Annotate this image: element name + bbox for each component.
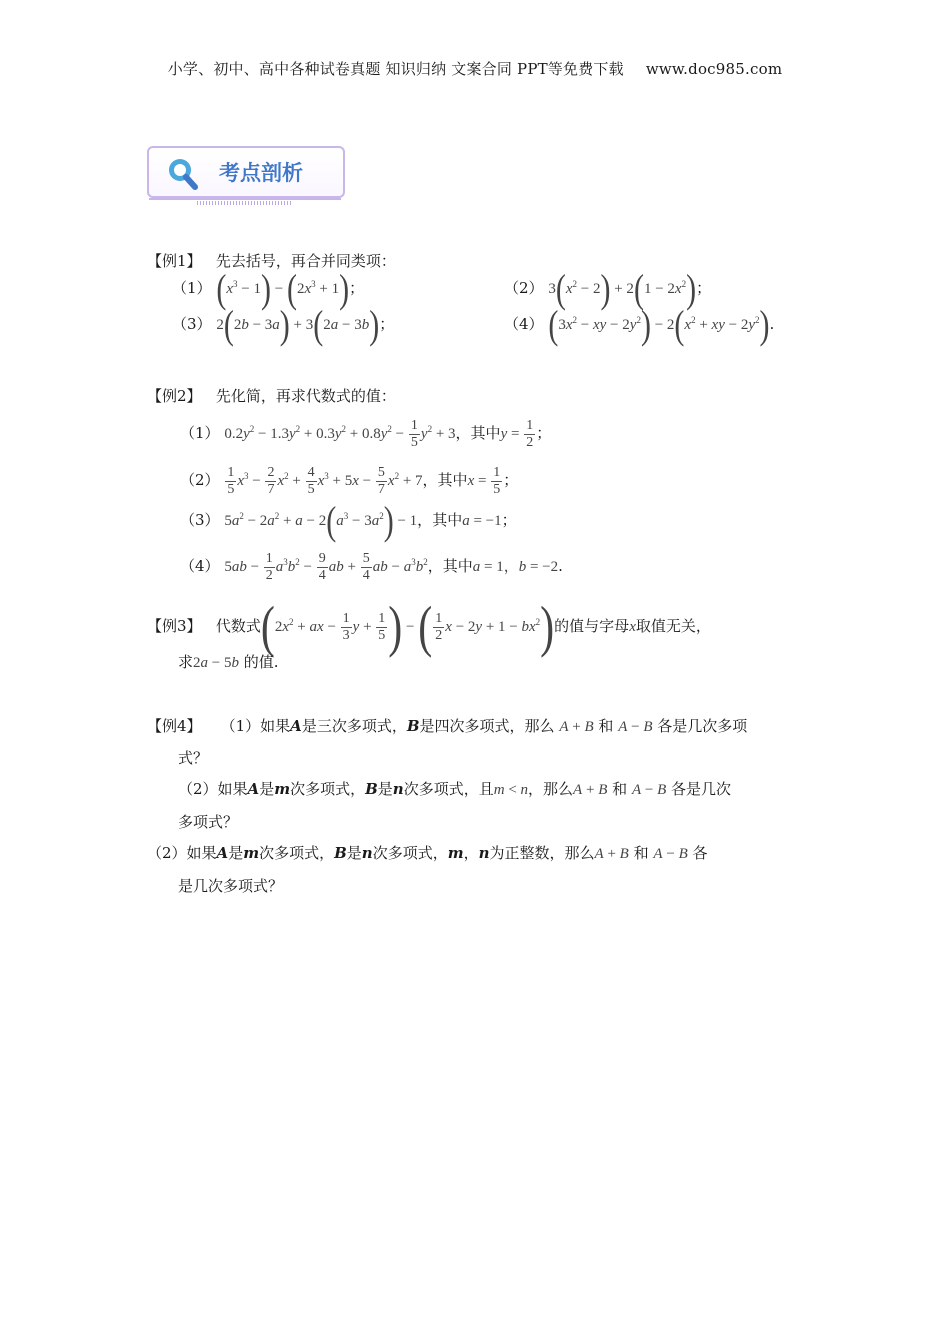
ex4-q1-line-2 <box>178 748 208 768</box>
ex2-item-3-label: （3） <box>180 511 220 529</box>
banner-dashes <box>197 201 293 205</box>
ex4-q2h: 各是几次 <box>671 780 732 798</box>
ex3-expr: 2a − 5b <box>193 655 239 671</box>
ex2-item-4: （4） 5ab − $\frac{1}{2}$ $a^3b^2$ − $\frac{9}{4}$ ab + $\frac{5}{4}$ ab − $a^3b^2$，其中a = 1，b = −2. <box>180 551 563 583</box>
ex3-formula: ($2x^2$ + ax − $\frac{1}{3}$ y + $\frac{1}{5}$ ) − ( $\frac{1}{2}$ $x - 2y + 1 - bx^2$) <box>260 596 555 659</box>
ex3-prefix: 代数式 <box>215 616 261 635</box>
ex2-item-4-where: 其中 <box>442 556 473 575</box>
ex2-item-4-label: （4） <box>180 556 220 575</box>
ex2-item-1-label: （1） <box>180 423 220 442</box>
ex4-q2b: 是 <box>259 780 275 798</box>
ex4-q1e: 各是几次多项 <box>657 717 748 735</box>
ex2-tag: 【例2】 <box>147 387 202 405</box>
ex1-item-2-label: （2） <box>504 279 544 297</box>
ex3-suffix2: 取值无关， <box>635 616 711 635</box>
ex4-q2g: 和 <box>612 780 628 798</box>
search-magnifier-icon <box>165 155 201 191</box>
ex4-q1c: 是四次多项式，那么 <box>419 717 555 735</box>
ex4-q1a: （1）如果 <box>220 717 291 735</box>
banner-title: 考点剖析 <box>219 161 303 185</box>
ex4-q2-line-1: （2）如果A是m次多项式，B是n次多项式，且m < n，那么A + B 和 A − B 各是几次 <box>178 780 732 798</box>
ex4-q2d: 是 <box>377 780 393 798</box>
ex4-q3g: 为正整数，那么 <box>489 844 595 862</box>
ex2-item-1-where: 其中 <box>470 423 501 442</box>
ex1-tag: 【例1】 <box>147 252 202 270</box>
ex4-q3f: ， <box>463 844 479 862</box>
ex2-prompt: 先化简，再求代数式的值： <box>215 387 396 405</box>
ex4-q2a: （2）如果 <box>178 780 248 798</box>
ex4-q3c: 次多项式， <box>259 844 335 862</box>
section-banner <box>143 143 348 205</box>
ex1-item-1-label: （1） <box>172 279 212 297</box>
ex4-q3j: 是几次多项式？ <box>178 877 284 895</box>
ex4-q3e: 次多项式， <box>372 844 448 862</box>
ex1-heading <box>147 251 396 271</box>
ex4-q3i: 各 <box>692 844 708 862</box>
ex1-item-3-label: （3） <box>172 315 212 333</box>
ex2-item-3-where: 其中 <box>432 511 463 529</box>
ex4-q2e: 次多项式，且 <box>403 780 494 798</box>
ex3-line2b: 的值. <box>243 653 279 671</box>
ex3-tag: 【例3】 <box>147 616 202 635</box>
ex4-q2i: 多项式？ <box>178 813 239 831</box>
ex1-item-4-label: （4） <box>504 315 544 333</box>
ex1-item-2-formula: $3(x^2 - 2) + 2(1 - 2x^2)$ <box>548 266 697 312</box>
ex3-suffix: 的值与字母 <box>554 616 630 635</box>
ex4-q3a: （2）如果 <box>147 844 217 862</box>
ex1-item-4: （4） ($3x^2$ − xy − $2y^2) - 2(x^2$ + xy − $2y^2$). <box>504 302 775 348</box>
header-text: 小学、初中、高中各种试卷真题 知识归纳 文案合同 PPT等免费下载 <box>167 60 624 78</box>
ex1-item-2: （2） $3(x^2 - 2) + 2(1 - 2x^2)$； <box>504 266 712 312</box>
ex4-q3d: 是 <box>346 844 362 862</box>
ex2-item-3-formula: $5a^2 - 2a^2 + a - 2(a^3 - 3a^2) - 1$ <box>224 498 418 544</box>
page-header <box>0 58 950 79</box>
ex4-q1d: 和 <box>598 717 614 735</box>
ex1-item-3-formula: 2(2b − 3a) + 3(2a − 3b) <box>216 302 380 348</box>
ex4-q3-line-2 <box>178 876 283 896</box>
ex2-item-1: （1） $0.2y^2 - 1.3y^2 + 0.3y^2 + 0.8y^2$ − $\frac{1}{5}$ $y^2 + 3$，其中y = $\frac{1}{2}$ ； <box>180 418 552 450</box>
ex4-q1-line-1: 【例4】 （1）如果A是三次多项式，B是四次多项式，那么 A + B 和 A − B 各是几次多项 <box>147 717 748 735</box>
ex2-item-2-where: 其中 <box>437 470 468 489</box>
ex3-line-2 <box>178 652 279 673</box>
ex3-line2a: 求 <box>178 653 194 671</box>
ex4-q1b: 是三次多项式， <box>301 717 407 735</box>
ex4-q2f: ，那么 <box>528 780 574 798</box>
ex2-item-2-label: （2） <box>180 470 220 489</box>
ex4-q3-line-1: （2）如果A是m次多项式，B是n次多项式，m，n为正整数，那么A + B 和 A − B 各 <box>147 844 708 862</box>
ex2-item-2: （2） $\frac{1}{5}$ $x^3$ − $\frac{2}{7}$ $x^2$ + $\frac{4}{5}$ $x^3 + 5x$ − $\frac{5}{7}$ $x^2 + 7$，其中x = $\frac{1}{5}$ ； <box>180 465 519 497</box>
ex4-q2c: 次多项式， <box>290 780 366 798</box>
ex3-line-1: 【例3】 代数式($2x^2$ + ax − $\frac{1}{3}$ y + $\frac{1}{5}$ ) − ( $\frac{1}{2}$ $x - 2y + 1 - bx^2$)的值与字母x取值无关， <box>147 596 711 659</box>
ex1-item-1: （1） $(x^3 - 1) - (2x^3 + 1)$； <box>172 266 365 312</box>
ex1-item-1-formula: $(x^3 - 1) - (2x^3 + 1)$ <box>216 266 350 312</box>
ex4-q3b: 是 <box>228 844 244 862</box>
ex4-q1f: 式？ <box>178 749 209 767</box>
ex2-item-2-formula: $\frac{1}{5}$ $x^3$ − $\frac{2}{7}$ $x^2$ + $\frac{4}{5}$ $x^3 + 5x$ − $\frac{5}{7}$ $x^2 + 7$ <box>227 465 423 497</box>
ex2-heading <box>147 386 396 406</box>
ex4-tag: 【例4】 <box>147 717 202 735</box>
ex4-q3h: 和 <box>633 844 649 862</box>
ex2-item-1-formula: $0.2y^2 - 1.3y^2 + 0.3y^2 + 0.8y^2$ − $\frac{1}{5}$ $y^2 + 3$ <box>224 418 456 450</box>
ex1-item-4-formula: ($3x^2$ − xy − $2y^2) - 2(x^2$ + xy − $2y^2$) <box>548 302 770 348</box>
ex2-item-3: （3） $5a^2 - 2a^2 + a - 2(a^3 - 3a^2) - 1$，其中a = −1； <box>180 498 517 544</box>
ex1-item-3: （3） 2(2b − 3a) + 3(2a − 3b)； <box>172 302 395 348</box>
header-url[interactable]: www.doc985.com <box>645 60 783 78</box>
ex2-item-4-formula: 5ab − $\frac{1}{2}$ $a^3b^2$ − $\frac{9}{4}$ ab + $\frac{5}{4}$ ab − $a^3b^2$ <box>224 551 428 583</box>
ex4-q2-line-2 <box>178 812 238 832</box>
ex1-prompt: 先去括号，再合并同类项： <box>215 252 396 270</box>
